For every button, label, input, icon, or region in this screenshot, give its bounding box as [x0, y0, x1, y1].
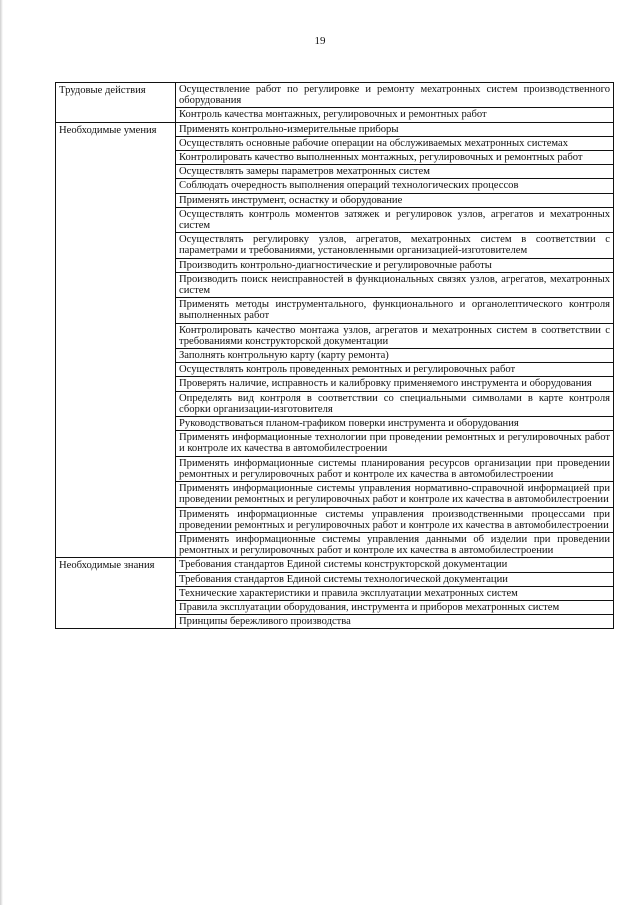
requirement-item: Принципы бережливого производства	[176, 615, 614, 629]
requirement-item: Осуществлять контроль моментов затяжек и регулировок узлов, агрегатов и мехатронных систем	[176, 207, 614, 232]
requirement-item: Применять инструмент, оснастку и оборудование	[176, 193, 614, 207]
page-number: 19	[314, 35, 326, 47]
requirement-item: Применять контрольно-измерительные приборы	[176, 122, 614, 136]
requirement-item: Применять информационные системы планирования ресурсов организации при проведении ремонтных и регулировочных работ и контроле их качества в автомобилестроении	[176, 456, 614, 481]
requirement-item: Осуществлять основные рабочие операции на обслуживаемых мехатронных системах	[176, 136, 614, 150]
requirement-item: Контролировать качество выполненных монтажных, регулировочных и ремонтных работ	[176, 151, 614, 165]
section-label: Необходимые умения	[56, 122, 176, 558]
requirements-table	[55, 82, 614, 629]
requirement-item: Соблюдать очередность выполнения операций технологических процессов	[176, 179, 614, 193]
requirement-item: Применять информационные технологии при проведении ремонтных и регулировочных работ и контроле их качества в автомобилестроении	[176, 431, 614, 456]
requirement-item: Применять информационные системы управления производственными процессами при проведении ремонтных и регулировочных работ и контроле их качества в автомобилестроении	[176, 507, 614, 532]
table-row	[56, 122, 614, 136]
requirement-item: Осуществлять регулировку узлов, агрегатов, мехатронных систем в соответствии с параметрами и требованиями, установленными организацией-изготовителем	[176, 233, 614, 258]
table-row	[56, 83, 614, 108]
table-row	[56, 558, 614, 572]
requirement-item: Контроль качества монтажных, регулировочных и ремонтных работ	[176, 108, 614, 122]
requirement-item: Производить поиск неисправностей в функциональных связях узлов, агрегатов, мехатронных систем	[176, 272, 614, 297]
section-label: Необходимые знания	[56, 558, 176, 629]
requirement-item: Проверять наличие, исправность и калибровку применяемого инструмента и оборудования	[176, 377, 614, 391]
requirement-item: Заполнять контрольную карту (карту ремонта)	[176, 349, 614, 363]
scan-edge-shadow	[0, 0, 3, 905]
requirement-item: Производить контрольно-диагностические и регулировочные работы	[176, 258, 614, 272]
section-label: Трудовые действия	[56, 83, 176, 123]
requirement-item: Определять вид контроля в соответствии со специальными символами в карте контроля сборки организации-изготовителя	[176, 391, 614, 416]
requirement-item: Осуществлять замеры параметров мехатронных систем	[176, 165, 614, 179]
requirement-item: Осуществление работ по регулировке и ремонту мехатронных систем производственного оборудования	[176, 83, 614, 108]
requirements-table-body	[56, 83, 614, 629]
requirement-item: Контролировать качество монтажа узлов, агрегатов и мехатронных систем в соответствии с требованиями конструкторской документации	[176, 323, 614, 348]
requirement-item: Требования стандартов Единой системы конструкторской документации	[176, 558, 614, 572]
requirement-item: Требования стандартов Единой системы технологической документации	[176, 572, 614, 586]
requirement-item: Руководствоваться планом-графиком поверки инструмента и оборудования	[176, 417, 614, 431]
requirement-item: Применять информационные системы управления нормативно-справочной информацией при проведении ремонтных и регулировочных работ и контроле их качества в автомобилестроении	[176, 482, 614, 507]
requirement-item: Применять методы инструментального, функционального и органолептического контроля выполненных работ	[176, 298, 614, 323]
requirement-item: Осуществлять контроль проведенных ремонтных и регулировочных работ	[176, 363, 614, 377]
requirement-item: Правила эксплуатации оборудования, инструмента и приборов мехатронных систем	[176, 600, 614, 614]
requirement-item: Технические характеристики и правила эксплуатации мехатронных систем	[176, 586, 614, 600]
requirement-item: Применять информационные системы управления данными об изделии при проведении ремонтных и регулировочных работ и контроле их качества в автомобилестроении	[176, 532, 614, 557]
